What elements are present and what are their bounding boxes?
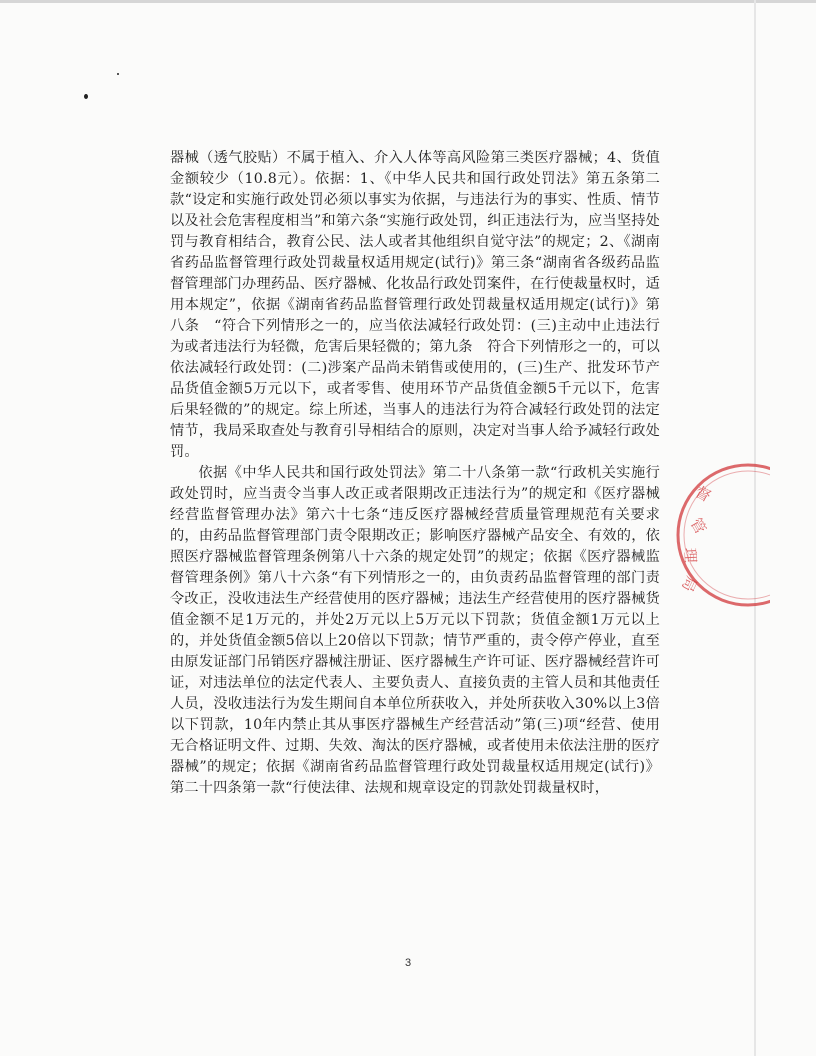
paragraph: 依据《中华人民共和国行政处罚法》第二十八条第一款“行政机关实施行政处罚时，应当责令当事人改正或者限期改正违法行为”的规定和《医疗器械经营监督管理办法》第六十七条“违反医疗器械经营质量管理规范有关要求的，由药品监督管理部门责令限期改正；影响医疗器械产品安全、有效的，依照医疗器械监督管理条例第八十六条的规定处罚”的规定；依据《医疗器械监督管理条例》第八十六条“有下列情形之一的，由负责药品监督管理的部门责令改正，没收违法生产经营使用的医疗器械；违法生产经营使用的医疗器械货值金额不足1万元的，并处2万元以上5万元以下罚款；货值金额1万元以上的，并处货值金额5倍以上20倍以下罚款；情节严重的，责令停产停业，直至由原发证部门吊销医疗器械注册证、医疗器械生产许可证、医疗器械经营许可证，对违法单位的法定代表人、主要负责人、直接负责的主管人员和其他责任人员，没收违法行为发生期间自本单位所获收入，并处所获收入30%以上3倍以下罚款，10年内禁止其从事医疗器械生产经营活动”第(三)项“经营、使用无合格证明文件、过期、失效、淘汰的医疗器械，或者使用未依法注册的医疗器械”的规定；依据《湖南省药品监督管理行政处罚裁量权适用规定(试行)》第二十四条第一款“行使法律、法规和规章设定的罚款处罚裁量权时， — [170, 465, 660, 796]
page-number: 3 — [404, 957, 412, 969]
document-body — [170, 148, 660, 799]
svg-text:局: 局 — [678, 573, 701, 595]
scan-speck — [117, 73, 119, 75]
svg-text:管: 管 — [686, 515, 710, 538]
scan-edge — [0, 0, 816, 3]
official-seal-stamp — [660, 455, 770, 615]
svg-text:理: 理 — [681, 547, 700, 564]
svg-text:督: 督 — [692, 482, 714, 506]
paragraph: 器械（透气胶贴）不属于植入、介入人体等高风险第三类医疗器械；4、货值金额较少（10.8元）。依据：1、《中华人民共和国行政处罚法》第五条第二款“设定和实施行政处罚必须以事实为依据，与违法行为的事实、性质、情节以及社会危害程度相当”和第六条“实施行政处罚，纠正违法行为，应当坚持处罚与教育相结合，教育公民、法人或者其他组织自觉守法”的规定；2、《湖南省药品监督管理行政处罚裁量权适用规定(试行)》第三条“湖南省各级药品监督管理部门办理药品、医疗器械、化妆品行政处罚案件，在行使裁量权时，适用本规定”，依据《湖南省药品监督管理行政处罚裁量权适用规定(试行)》第八条 “符合下列情形之一的，应当依法减轻行政处罚：(三)主动中止违法行为或者违法行为轻微，危害后果轻微的；第九条 符合下列情形之一的，可以依法减轻行政处罚：(二)涉案产品尚未销售或使用的，(三)生产、批发环节产品货值金额5万元以下，或者零售、使用环节产品货值金额5千元以下，危害后果轻微的”的规定。综上所述，当事人的违法行为符合减轻行政处罚的法定情节，我局采取查处与教育引导相结合的原则，决定对当事人给予减轻行政处罚。 — [170, 150, 660, 460]
scan-speck — [84, 94, 88, 99]
